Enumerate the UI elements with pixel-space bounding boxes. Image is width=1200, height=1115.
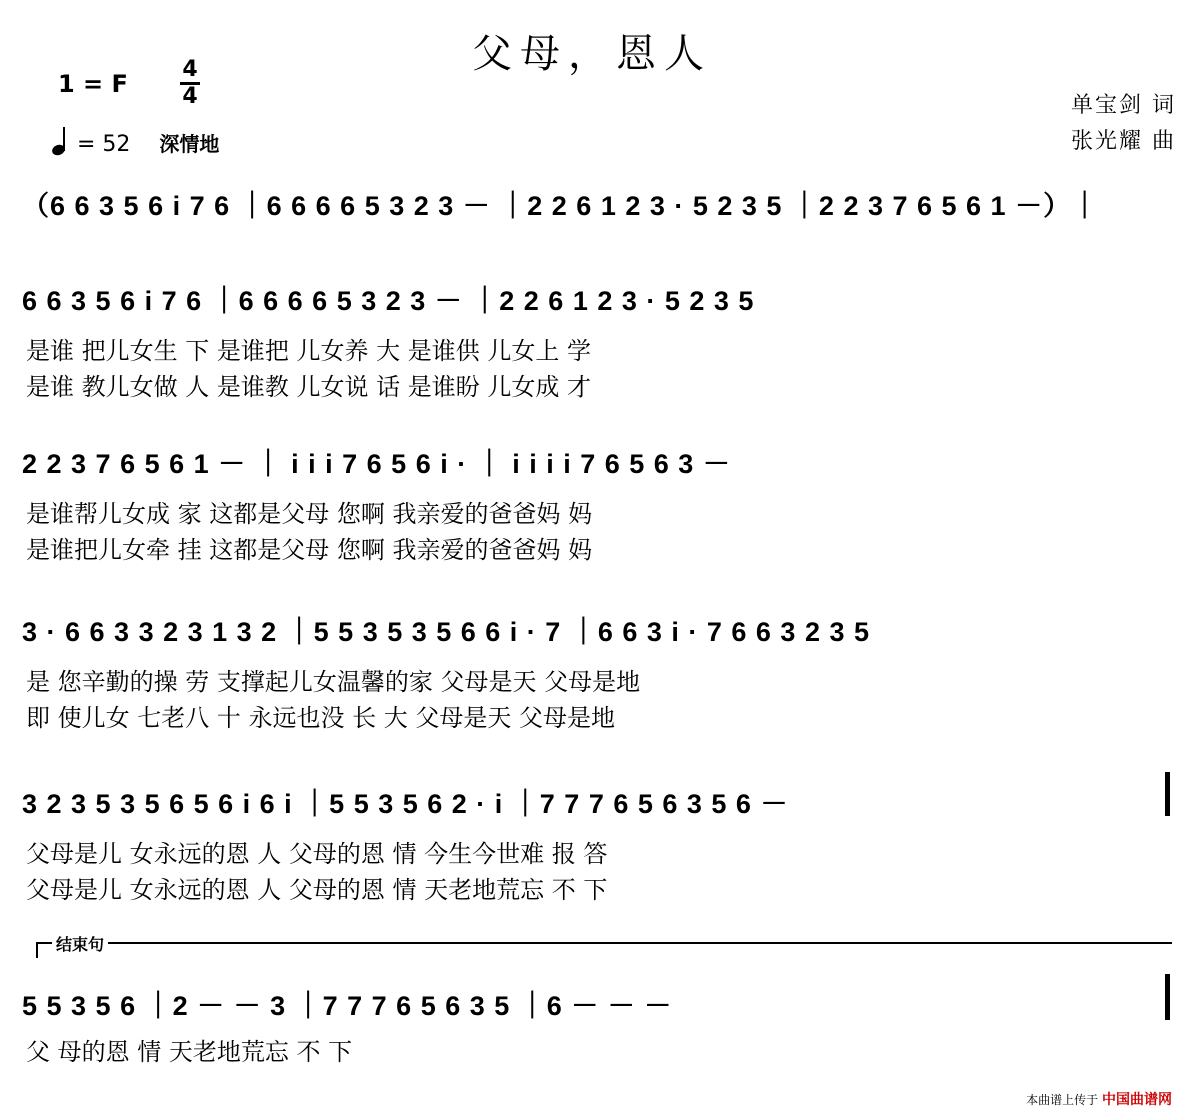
system-2-notes: 2 2 3 7 6 5 6 1 － ｜ i i i 7 6 5 6 i · ｜ i i i i 7 6 5 6 3 － xyxy=(22,449,731,479)
system-1-notes: 6 6 3 5 6 i 7 6 ｜6 6 6 6 5 3 2 3 － ｜2 2 6 1 2 3 · 5 2 3 5 xyxy=(22,286,755,316)
system-1-lyrics-verse-1: 是谁 把儿女生 下 是谁把 儿女养 大 是谁供 儿女上 学 xyxy=(26,337,592,365)
final-barline xyxy=(1165,974,1170,1020)
system-3-lyrics-verse-1: 是 您辛勤的操 劳 支撑起儿女温馨的家 父母是天 父母是地 xyxy=(26,668,641,696)
system-3 xyxy=(22,606,1182,732)
system-4-notes: 3 2 3 5 3 5 6 5 6 i 6 i ｜5 5 3 5 6 2 · i ｜7 7 7 6 5 6 3 5 6 － xyxy=(22,789,789,819)
system-4-lyrics-verse-2: 父母是儿 女永远的恩 人 父母的恩 情 天老地荒忘 不 下 xyxy=(26,876,608,904)
meter-bottom: 4 xyxy=(182,84,198,109)
system-3-lyrics-verse-2: 即 使儿女 七老八 十 永远也没 长 大 父母是天 父母是地 xyxy=(26,704,616,732)
lyricist-credit: 单宝剑 词 xyxy=(1071,93,1176,118)
ending-lyrics: 父 母的恩 情 天老地荒忘 不 下 xyxy=(26,1038,353,1066)
meter-top: 4 xyxy=(182,57,198,82)
system-1 xyxy=(22,275,1182,401)
system-2-lyrics-verse-2: 是谁把儿女牵 挂 这都是父母 您啊 我亲爱的爸爸妈 妈 xyxy=(26,536,593,564)
key-signature: 1 = F xyxy=(58,70,128,98)
song-title: 父母，恩人 xyxy=(472,31,712,77)
tempo-marking xyxy=(52,128,219,157)
ending-label: 结束句 xyxy=(52,932,108,955)
system-4-lyrics-verse-1: 父母是儿 女永远的恩 人 父母的恩 情 今生今世难 报 答 xyxy=(26,840,608,868)
ending-system xyxy=(22,980,1182,1070)
footer-brand: 中国曲谱网 xyxy=(1102,1092,1172,1108)
system-2-lyrics-verse-1: 是谁帮儿女成 家 这都是父母 您啊 我亲爱的爸爸妈 妈 xyxy=(26,500,593,528)
system-4 xyxy=(22,778,1182,904)
footer-watermark xyxy=(1026,1089,1172,1109)
tempo-value: = 52 xyxy=(77,132,131,157)
time-signature xyxy=(180,57,200,109)
expression-mark: 深情地 xyxy=(159,132,220,156)
system-2 xyxy=(22,438,1182,564)
quarter-note-icon xyxy=(52,129,70,155)
system-1-lyrics-verse-2: 是谁 教儿女做 人 是谁教 儿女说 话 是谁盼 儿女成 才 xyxy=(26,373,592,401)
ending-bracket xyxy=(36,942,1172,952)
footer-text: 本曲谱上传于 xyxy=(1026,1093,1099,1107)
intro-system xyxy=(22,180,1182,230)
ending-notes: 5 5 3 5 6 ｜2 － － 3 ｜7 7 7 6 5 6 3 5 ｜6 － － － xyxy=(22,991,673,1021)
intro-notes: （6 6 3 5 6 i 7 6 ｜6 6 6 6 5 3 2 3 － ｜2 2 6 1 2 3 · 5 2 3 5 ｜2 2 3 7 6 5 6 1 －）｜ xyxy=(22,191,1100,221)
system-3-notes: 3 · 6 6 3 3 2 3 1 3 2 ｜5 5 3 5 3 5 6 6 i · 7 ｜6 6 3 i · 7 6 6 3 2 3 5 xyxy=(22,617,870,647)
composer-credit: 张光耀 曲 xyxy=(1071,129,1176,154)
repeat-end-barline xyxy=(1165,772,1170,816)
